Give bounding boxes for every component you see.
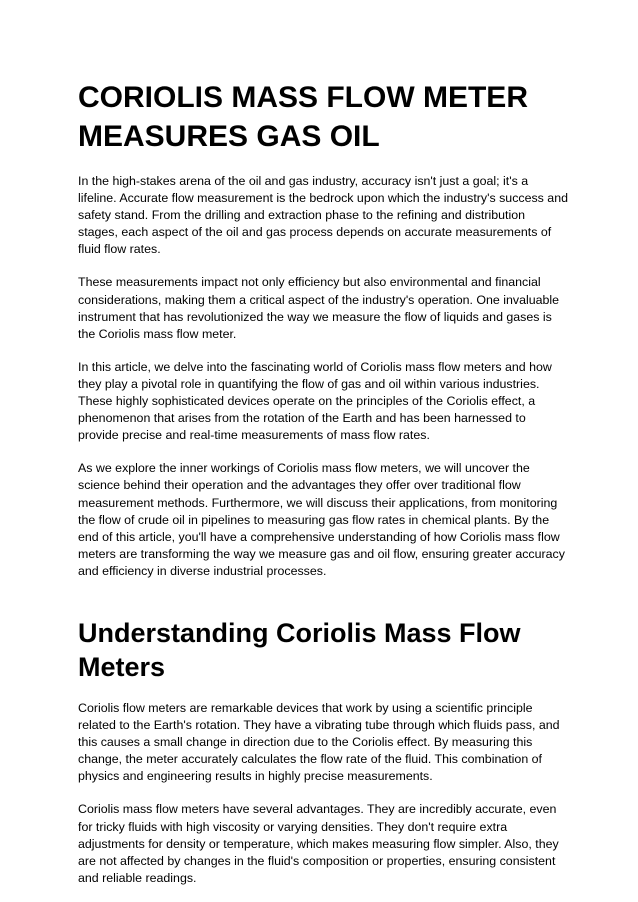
- intro-paragraph-1: In the high-stakes arena of the oil and gas industry, accuracy isn't just a goal; it's a lifeline. Accurate flow measurement is the bedrock upon which the industry's success and safety stand. From the drilling and extraction phase to the refining and distribution stages, each aspect of the oil and gas process depends on accurate measurements of fluid flow rates.: [78, 174, 568, 257]
- section-paragraph-1: Coriolis flow meters are remarkable devices that work by using a scientific principle related to the Earth's rotation. They have a vibrating tube through which fluids pass, and this causes a small change in direction due to the Coriolis effect. By measuring this change, the meter accurately calculates the flow rate of the fluid. This combination of physics and engineering results in highly precise measurements.: [78, 700, 560, 784]
- section-paragraph-2: Coriolis mass flow meters have several advantages. They are incredibly accurate, even for tricky fluids with high viscosity or varying densities. They don't require extra adjustments for density or temperature, which makes measuring flow simpler. Also, they are not affected by changes in the fluid's composition or properties, ensuring consistent and reliable readings.: [78, 802, 559, 885]
- intro-paragraph-2: These measurements impact not only efficiency but also environmental and financial considerations, making them a critical aspect of the industry's operation. One invaluable instrument that has revolutionized the way we measure the flow of liquids and gases is the Coriolis mass flow meter.: [78, 275, 560, 341]
- section-heading: Understanding Coriolis Mass Flow Meters: [78, 617, 521, 682]
- intro-paragraph-3: In this article, we delve into the fascinating world of Coriolis mass flow meters and how they play a pivotal role in quantifying the flow of gas and oil within various industries. These highly sophisticated devices operate on the principles of the Coriolis effect, a phenomenon that arises from the rotation of the Earth and has been harnessed to provide precise and real-time measurements of mass flow rates.: [78, 359, 552, 443]
- page-title: CORIOLIS MASS FLOW METER MEASURES GAS OIL: [78, 81, 528, 153]
- intro-paragraph-4: As we explore the inner workings of Coriolis mass flow meters, we will uncover the science behind their operation and the advantages they offer over traditional flow measurement methods. Furthermore, we will discuss their applications, from monitoring the flow of crude oil in pipelines to measuring gas flow rates in chemical plants. By the end of this article, you'll have a comprehensive understanding of how Coriolis mass flow meters are transforming the way we measure gas and oil flow, ensuring greater accuracy and efficiency in diverse industrial processes.: [78, 461, 565, 578]
- document-page: [78, 78, 568, 887]
